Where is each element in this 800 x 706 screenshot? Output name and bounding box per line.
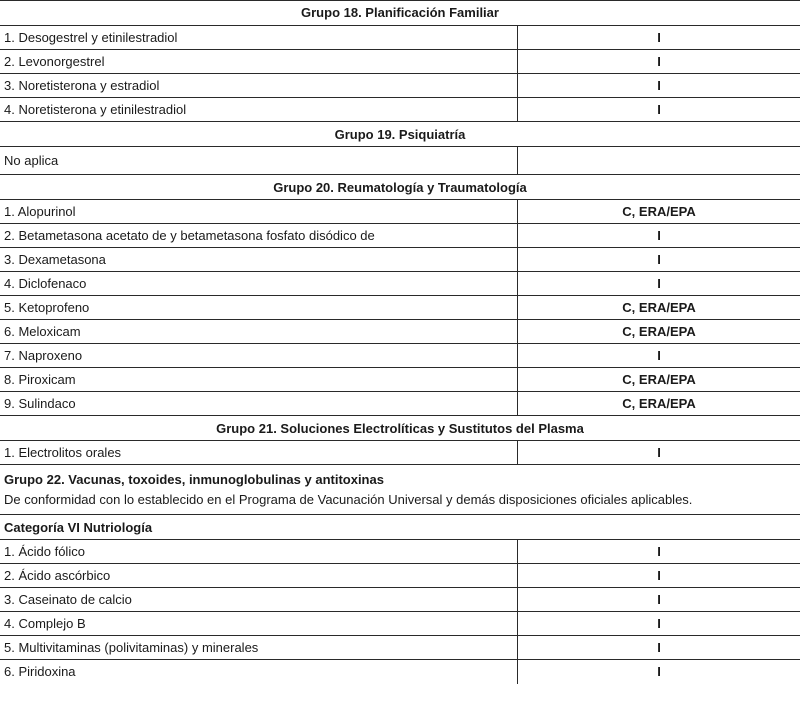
table-row bbox=[0, 540, 800, 564]
medication-level: C, ERA/EPA bbox=[622, 324, 696, 339]
table-row bbox=[0, 441, 800, 465]
group-18-header: Grupo 18. Planificación Familiar bbox=[0, 0, 800, 26]
medication-name: 9. Sulindaco bbox=[0, 392, 518, 415]
medication-name: 2. Ácido ascórbico bbox=[0, 564, 518, 587]
medication-level bbox=[518, 147, 800, 174]
medication-name: 1. Ácido fólico bbox=[0, 540, 518, 563]
table-row bbox=[0, 74, 800, 98]
table-row bbox=[0, 248, 800, 272]
medication-name: 6. Piridoxina bbox=[0, 660, 518, 684]
medication-level: I bbox=[657, 544, 661, 559]
medication-level: I bbox=[657, 664, 661, 679]
table-row bbox=[0, 368, 800, 392]
medication-level: I bbox=[657, 592, 661, 607]
medication-name: 1. Alopurinol bbox=[0, 200, 518, 223]
medication-name: 6. Meloxicam bbox=[0, 320, 518, 343]
table-row bbox=[0, 224, 800, 248]
table-row bbox=[0, 296, 800, 320]
table-row bbox=[0, 200, 800, 224]
table-row bbox=[0, 636, 800, 660]
medication-name: 4. Noretisterona y etinilestradiol bbox=[0, 98, 518, 121]
medication-name: 1. Desogestrel y etinilestradiol bbox=[0, 26, 518, 49]
medication-name: 2. Levonorgestrel bbox=[0, 50, 518, 73]
medication-name: 3. Caseinato de calcio bbox=[0, 588, 518, 611]
medication-level: I bbox=[657, 276, 661, 291]
table-row bbox=[0, 344, 800, 368]
medication-level: I bbox=[657, 54, 661, 69]
group-22-description: De conformidad con lo establecido en el Programa de Vacunación Universal y demás disposiciones oficiales aplicables. bbox=[4, 492, 693, 507]
medication-name: 8. Piroxicam bbox=[0, 368, 518, 391]
medication-level: I bbox=[657, 252, 661, 267]
medication-level: C, ERA/EPA bbox=[622, 204, 696, 219]
table-row bbox=[0, 564, 800, 588]
medication-name: 4. Diclofenaco bbox=[0, 272, 518, 295]
table-row bbox=[0, 98, 800, 122]
medication-name: No aplica bbox=[0, 147, 518, 174]
medication-name: 5. Multivitaminas (polivitaminas) y minerales bbox=[0, 636, 518, 659]
table-row bbox=[0, 392, 800, 416]
group-21-header: Grupo 21. Soluciones Electrolíticas y Sustitutos del Plasma bbox=[0, 416, 800, 441]
medication-level: I bbox=[657, 78, 661, 93]
medication-name: 7. Naproxeno bbox=[0, 344, 518, 367]
medication-level: I bbox=[657, 568, 661, 583]
medication-level: C, ERA/EPA bbox=[622, 300, 696, 315]
group-20-header: Grupo 20. Reumatología y Traumatología bbox=[0, 175, 800, 200]
group-22-block bbox=[0, 465, 800, 515]
medication-level: I bbox=[657, 102, 661, 117]
medication-level: C, ERA/EPA bbox=[622, 372, 696, 387]
table-row bbox=[0, 588, 800, 612]
medication-name: 3. Dexametasona bbox=[0, 248, 518, 271]
group-22-header: Grupo 22. Vacunas, toxoides, inmunoglobulinas y antitoxinas bbox=[4, 472, 384, 487]
medication-level: I bbox=[657, 445, 661, 460]
table-row bbox=[0, 660, 800, 684]
medication-name: 4. Complejo B bbox=[0, 612, 518, 635]
table-row bbox=[0, 26, 800, 50]
medication-level: I bbox=[657, 616, 661, 631]
table-row bbox=[0, 50, 800, 74]
table-row bbox=[0, 147, 800, 175]
medication-name: 1. Electrolitos orales bbox=[0, 441, 518, 464]
medication-level: I bbox=[657, 228, 661, 243]
table-row bbox=[0, 612, 800, 636]
medication-name: 2. Betametasona acetato de y betametasona fosfato disódico de bbox=[0, 224, 518, 247]
category-vi-header: Categoría VI Nutriología bbox=[0, 515, 800, 540]
medication-level: C, ERA/EPA bbox=[622, 396, 696, 411]
group-19-header: Grupo 19. Psiquiatría bbox=[0, 122, 800, 147]
table-row bbox=[0, 272, 800, 296]
medication-level: I bbox=[657, 348, 661, 363]
table-row bbox=[0, 320, 800, 344]
medication-name: 5. Ketoprofeno bbox=[0, 296, 518, 319]
medication-name: 3. Noretisterona y estradiol bbox=[0, 74, 518, 97]
medication-level: I bbox=[657, 640, 661, 655]
medication-level: I bbox=[657, 30, 661, 45]
